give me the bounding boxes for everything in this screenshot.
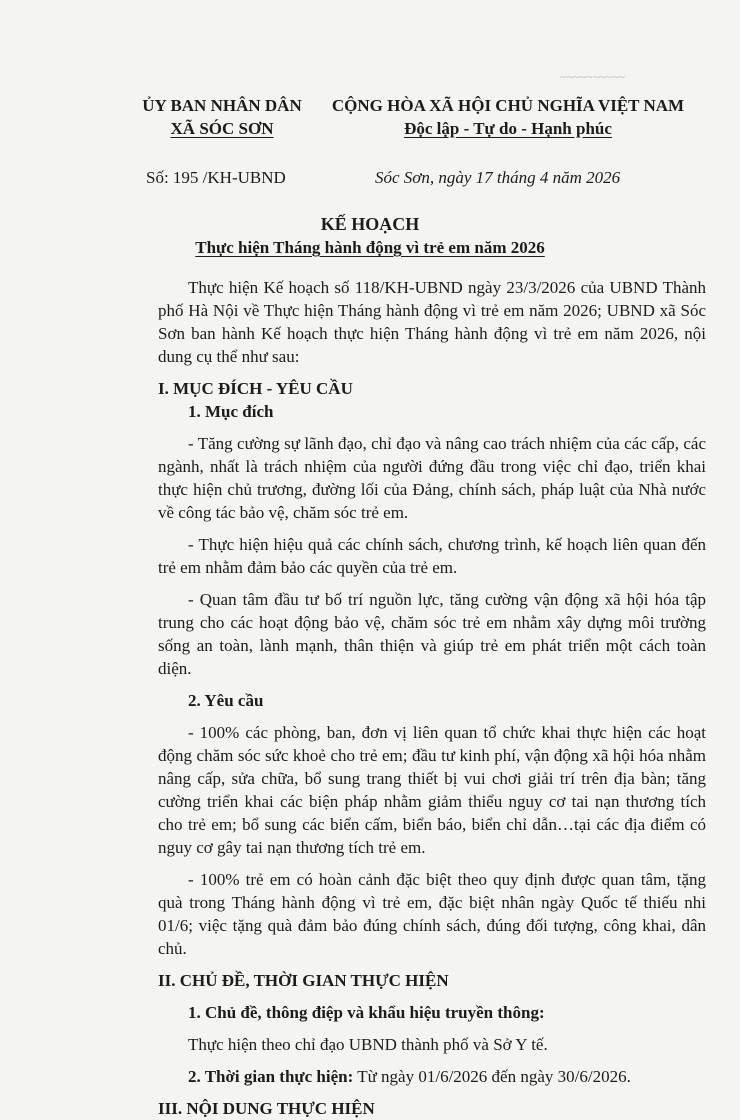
org-line2: XÃ SÓC SƠN [170,119,274,138]
section1-sub1: 1. Mục đích [188,402,274,421]
section1-heading: I. MỤC ĐÍCH - YÊU CẦU [158,379,353,398]
date-line: Sóc Sơn, ngày 17 tháng 4 năm 2026 [375,168,621,187]
intro-paragraph: Thực hiện Kế hoạch số 118/KH-UBND ngày 23/3/2026 của UBND Thành phố Hà Nội về Thực hiện Tháng hành động vì trẻ em năm 2026; UBND xã Sóc Sơn ban hành Kế hoạch thực hiện Tháng hành động vì trẻ em năm 2026, nội dung cụ thể như sau: [158,278,706,366]
section1-sub2: 2. Yêu cầu [188,691,264,710]
document-subtitle: Thực hiện Tháng hành động vì trẻ em năm 2026 [195,238,545,257]
section2-sub2-label: 2. Thời gian thực hiện: [188,1067,354,1086]
section2-sub1: 1. Chủ đề, thông điệp và khẩu hiệu truyền thông: [188,1003,545,1022]
section1-p2: - Thực hiện hiệu quả các chính sách, chương trình, kế hoạch liên quan đến trẻ em nhằm đảm bảo các quyền của trẻ em. [158,535,706,577]
document-title: KẾ HOẠCH [320,214,420,234]
section2-sub2-text: Từ ngày 01/6/2026 đến ngày 30/6/2026. [353,1067,631,1086]
section3-heading: III. NỘI DUNG THỰC HIỆN [158,1099,375,1118]
bleed-through-text: ~~~~~~~~~~ [560,70,625,84]
section1-p1: - Tăng cường sự lãnh đạo, chỉ đạo và nâng cao trách nhiệm của các cấp, các ngành, nhất là trách nhiệm của người đứng đầu trong việc chỉ đạo, triển khai thực hiện chủ trương, đường lối của Đảng, chính sách, pháp luật của Nhà nước về công tác bảo vệ, chăm sóc trẻ em. [158,434,706,522]
org-line1: ỦY BAN NHÂN DÂN [142,96,302,115]
section2-heading: II. CHỦ ĐỀ, THỜI GIAN THỰC HIỆN [158,971,449,990]
section2-p1: Thực hiện theo chỉ đạo UBND thành phố và Sở Y tế. [188,1035,548,1054]
section1-p3: - Quan tâm đầu tư bố trí nguồn lực, tăng cường vận động xã hội hóa tập trung cho các hoạt động bảo vệ, chăm sóc trẻ em nhằm xây dựng môi trường sống an toàn, lành mạnh, thân thiện và giúp trẻ em phát triển một cách toàn diện. [158,590,706,678]
section1-p5: - 100% trẻ em có hoàn cảnh đặc biệt theo quy định được quan tâm, tặng quà trong Tháng hành động vì trẻ em, đặc biệt nhân ngày Quốc tế thiếu nhi 01/6; việc tặng quà đảm bảo đúng chính sách, đúng đối tượng, công khai, dân chủ. [158,870,706,958]
nation-line1: CỘNG HÒA XÃ HỘI CHỦ NGHĨA VIỆT NAM [331,96,685,115]
nation-line2: Độc lập - Tự do - Hạnh phúc [404,119,612,138]
issuing-organization [142,94,302,140]
section2-time [158,1065,706,1088]
document-body [158,276,706,1120]
document-number: Số: 195 /KH-UBND [146,168,286,187]
section1-p4: - 100% các phòng, ban, đơn vị liên quan tổ chức khai thực hiện các hoạt động chăm sóc sức khoẻ cho trẻ em; đầu tư kinh phí, vận động xã hội hóa nhằm nâng cấp, sửa chữa, bổ sung trang thiết bị vui chơi giải trí trên địa bàn; tăng cường triển khai các biện pháp nhằm giảm thiểu nguy cơ tai nạn thương tích cho trẻ em; bổ sung các biển cấm, biển báo, biển chỉ dẫn…tại các địa điểm có nguy cơ gây tai nạn thương tích trẻ em. [158,723,706,857]
national-motto [328,94,688,140]
